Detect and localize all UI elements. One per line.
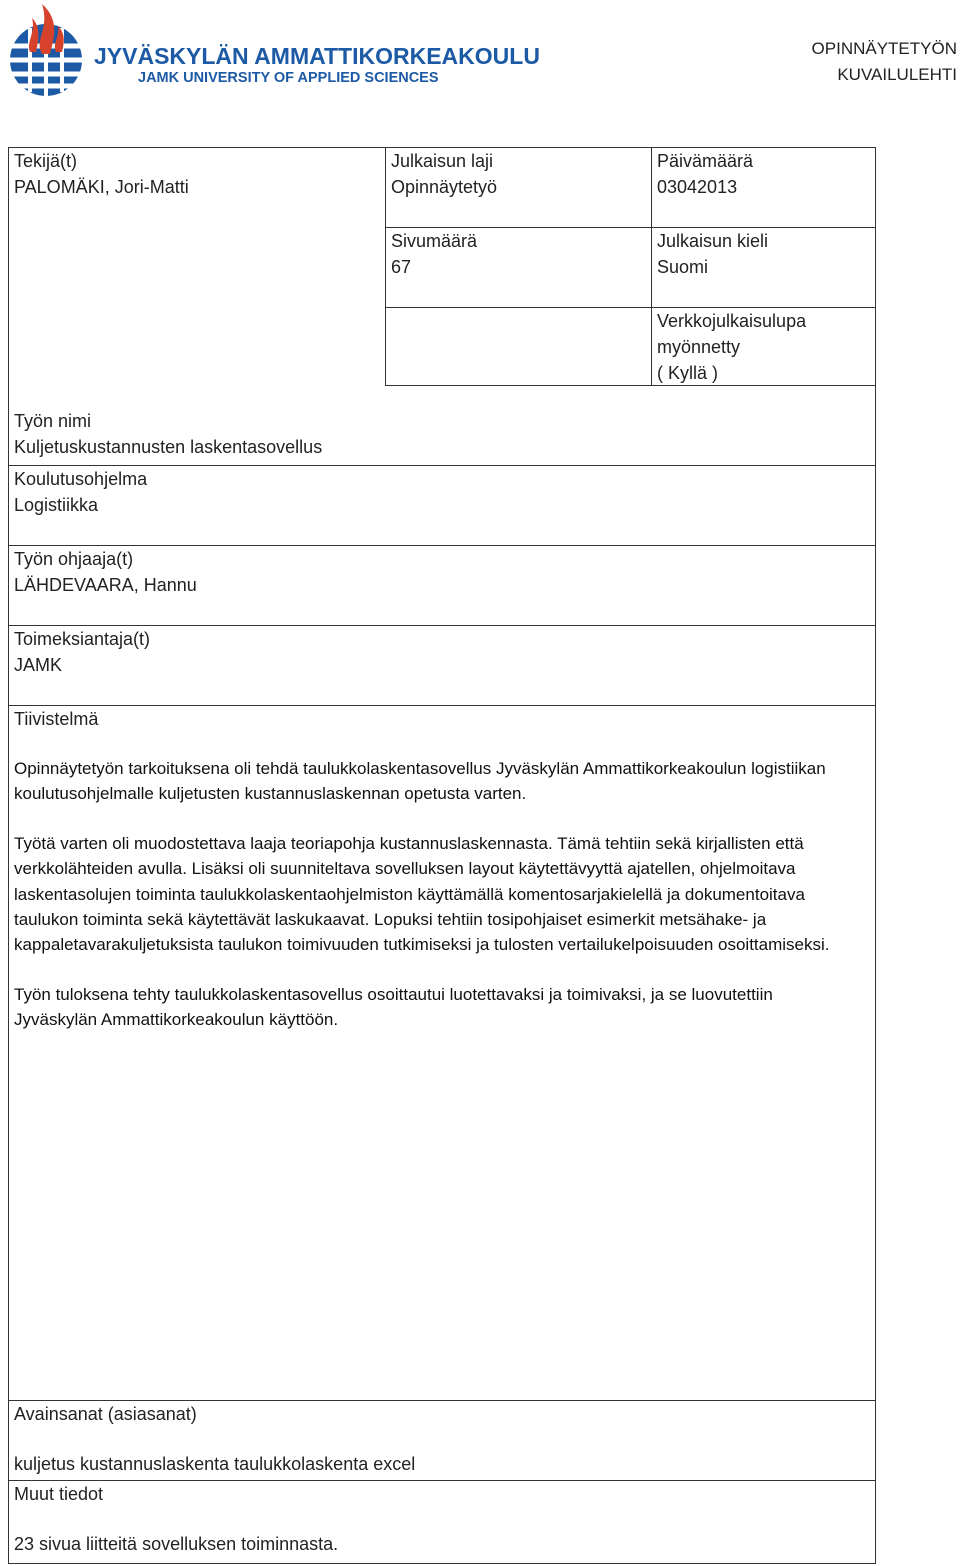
other-info-label: Muut tiedot — [14, 1484, 104, 1504]
program-cell — [8, 465, 876, 519]
program-label: Koulutusohjelma — [14, 469, 148, 489]
abstract-paragraph-1: Opinnäytetyön tarkoituksena oli tehdä taulukkolaskentasovellus Jyväskylän Ammattikorkeakoulun logistiikan koulutusohjelmalle kuljetusten kustannuslaskennan opetusta varten. — [14, 759, 826, 804]
language-label: Julkaisun kieli — [657, 231, 769, 251]
abstract-cell — [8, 705, 876, 1058]
publication-type-label: Julkaisun laji — [391, 151, 494, 171]
abstract-paragraph-3: Työn tuloksena tehty taulukkolaskentasovellus osoittautui luotettavaksi ja toimivaksi, ja se luovutettiin Jyväskylän Ammattikorkeakoulun käyttöön. — [14, 984, 773, 1030]
description-form — [8, 147, 876, 1564]
commissioner-label: Toimeksiantaja(t) — [14, 629, 151, 649]
language-cell — [651, 227, 876, 281]
logo-emblem-icon — [10, 4, 82, 96]
keywords-label: Avainsanat (asiasanat) — [14, 1404, 197, 1424]
pages-label: Sivumäärä — [391, 231, 478, 251]
logo-subtitle: JAMK UNIVERSITY OF APPLIED SCIENCES — [138, 70, 439, 86]
date-label: Päivämäärä — [657, 151, 754, 171]
other-info-value: 23 sivua liitteitä sovelluksen toiminnasta. — [14, 1534, 339, 1554]
thesis-title-value: Kuljetuskustannusten laskentasovellus — [14, 437, 323, 457]
author-label: Tekijä(t) — [14, 151, 78, 171]
doc-type-line2: KUVAILULEHTI — [837, 65, 957, 84]
pages-cell — [385, 227, 651, 281]
supervisor-label: Työn ohjaaja(t) — [14, 549, 134, 569]
date-cell — [651, 147, 876, 201]
abstract-paragraph-2: Työtä varten oli muodostettava laaja teoriapohja kustannuslaskennasta. Tämä tehtiin sekä kirjallisten että verkkolähteiden avulla. Lisäksi oli suunniteltava sovelluksen layout käytettävyyttä ajatellen, ohjelmoitava laskentasolujen toiminta taulukkolaskentaohjelmiston käyttämällä komentosarjakielellä ja dokumentoitava taulukon toiminta sekä käytettävät laskukaavat. Lopuksi tehtiin tosipohjaiset esimerkit metsähake- ja kappaletavarakuljetuksista taulukon toimivuuden tutkimiseksi ja tulosten vertailukelpoisuuden osoittamiseksi. — [14, 833, 830, 955]
thesis-title-cell — [8, 407, 385, 461]
document-type — [812, 36, 957, 88]
author-cell — [8, 147, 385, 201]
supervisor-cell — [8, 545, 876, 599]
publication-type-value: Opinnäytetyö — [391, 177, 498, 197]
program-value: Logistiikka — [14, 495, 99, 515]
online-permission-cell — [651, 307, 876, 387]
pages-value: 67 — [391, 257, 412, 277]
keywords-cell — [8, 1400, 876, 1478]
date-value: 03042013 — [657, 177, 738, 197]
logo-title: JYVÄSKYLÄN AMMATTIKORKEAKOULU — [94, 43, 540, 69]
other-info-cell — [8, 1480, 876, 1558]
online-permission-label-1: Verkkojulkaisulupa — [657, 311, 807, 331]
thesis-title-label: Työn nimi — [14, 411, 92, 431]
commissioner-value: JAMK — [14, 655, 63, 675]
keywords-value: kuljetus kustannuslaskenta taulukkolaskenta excel — [14, 1454, 416, 1474]
online-permission-value: ( Kyllä ) — [657, 363, 719, 383]
abstract-label: Tiivistelmä — [14, 709, 99, 729]
doc-type-line1: OPINNÄYTETYÖN — [811, 39, 957, 58]
commissioner-cell — [8, 625, 876, 679]
language-value: Suomi — [657, 257, 709, 277]
jamk-logo — [6, 2, 540, 98]
supervisor-value: LÄHDEVAARA, Hannu — [14, 575, 197, 595]
publication-type-cell — [385, 147, 651, 201]
author-value: PALOMÄKI, Jori-Matti — [14, 177, 189, 197]
online-permission-label-2: myönnetty — [657, 337, 741, 357]
